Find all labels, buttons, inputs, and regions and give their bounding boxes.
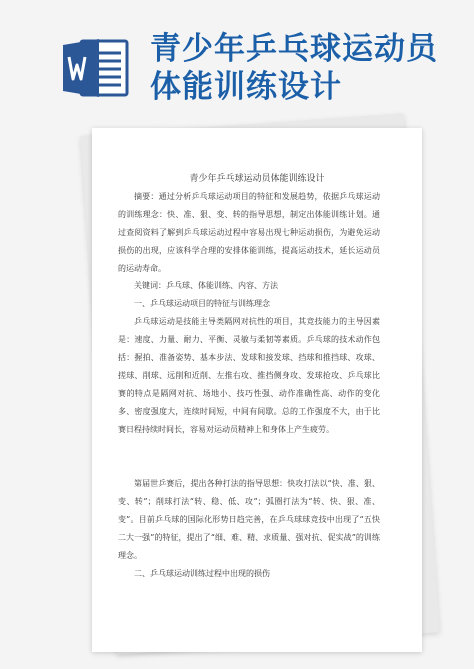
keywords: 关键词：乒乓球、体能训练、内容、方法	[134, 281, 278, 290]
section-1-paragraph-2: 第届世乒赛后，提出各种打法的指导思想：快攻打法以“快、准、狠、变、转”；削球打法“转、稳、低、攻”；弧圈打法为“转、快、狠、准、变”。目前乒乓球的国际化形势日趋完善，在乒乓球球竞技中出现了“五快二大一强”的特征，提出了“细、难、精、求质量、强对抗、促实战”的训练理念。	[118, 479, 380, 560]
banner	[0, 0, 474, 130]
section-1-heading: 一、乒乓球运动项目的特征与训练理念	[134, 299, 270, 308]
section-2-heading: 二、乒乓球运动训练过程中出现的损伤	[134, 569, 270, 578]
word-icon	[63, 37, 129, 99]
section-1-paragraph-1: 乒乓球运动是技能主导类隔网对抗性的项目，其竞技能力的主导因素是：速度、力量、耐力、平衡、灵敏与柔韧等素质。乒乓球的技术动作包括：握拍、准备姿势、基本步法、发球和接发球、挡球和推挡球、攻球、搓球、削球、远削和近削、左推右攻、推挡侧身攻、发球抢攻、乒乓球比赛的特点是隔网对抗、场地小、技巧性强、动作准确性高、动作的变化多、密度强度大，连续时间短，中间有间歇。总的工作强度不大，由于比赛日程持续时间长，容易对运动员精神上和身体上产生疲劳。	[118, 317, 380, 434]
document-title: 青少年乒乓球运动员体能训练设计	[189, 174, 325, 184]
abstract: 摘要：通过分析乒乓球运动项目的特征和发展趋势，依据乒乓球运动的训练理念：快、准、狠、变、转的指导思想，制定出体能训练计划。通过查阅资料了解到乒乓球运动过程中容易出现七种运动损伤，为避免运动损伤的出现，应该科学合理的安排体能训练，提高运动技术，延长运动员的运动寿命。	[118, 192, 380, 273]
document-page	[92, 128, 422, 652]
banner-title: 青少年乒乓球运动员体能训练设计	[150, 31, 438, 105]
